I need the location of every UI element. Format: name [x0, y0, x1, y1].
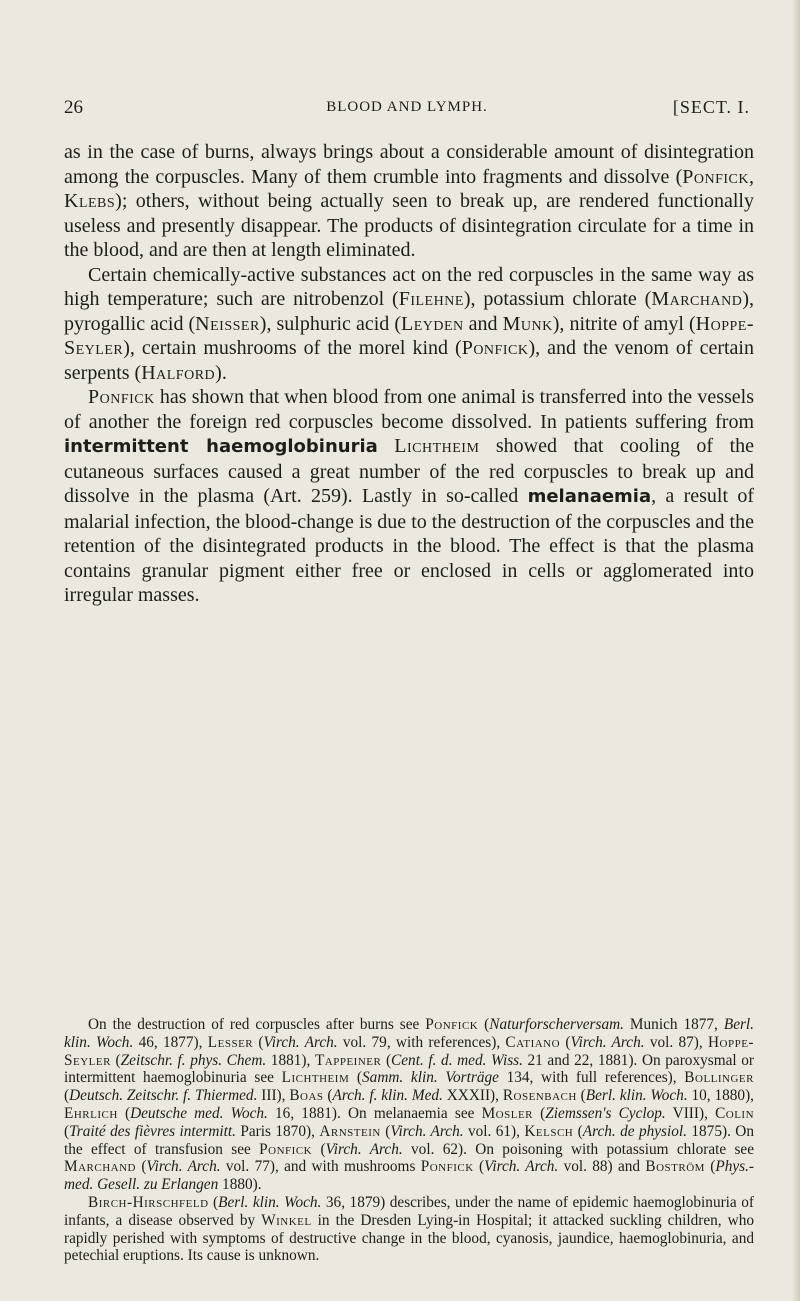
- text-run: vol. 62). On poisoning with potassium chlorate see: [402, 1140, 755, 1158]
- citation-title: Traité des fièvres intermitt.: [69, 1122, 236, 1140]
- footnotes: [64, 1016, 754, 1265]
- note-infant-haemoglobinuria: [64, 1194, 754, 1265]
- text-run: (: [533, 1104, 546, 1122]
- author-name: Mosler: [481, 1104, 534, 1122]
- text-run: (: [576, 1087, 586, 1105]
- author-name: Colin: [715, 1104, 755, 1122]
- text-run: 1881),: [266, 1051, 315, 1069]
- author-name: Halford: [141, 361, 216, 384]
- citation-title: Berl. klin. Woch.: [585, 1087, 688, 1105]
- author-name: Bollinger: [684, 1069, 754, 1087]
- text-run: 134, with full references),: [498, 1069, 685, 1087]
- author-name: Ponfick: [461, 337, 529, 359]
- citation-title: Berl. klin. Woch.: [218, 1193, 322, 1211]
- body-text: [64, 140, 754, 608]
- author-name: Catiano: [505, 1033, 561, 1051]
- text-run: 1880).: [218, 1176, 262, 1194]
- author-name: Klebs: [64, 190, 116, 212]
- author-name: Ponfick: [425, 1016, 479, 1033]
- author-name: Ponfick: [259, 1140, 313, 1158]
- text-run: Paris 1870),: [235, 1122, 320, 1140]
- citation-title: Berl. klin. Woch.: [64, 1016, 755, 1051]
- text-run: vol. 61),: [463, 1122, 525, 1140]
- citation-title: Virch. Arch.: [325, 1140, 403, 1158]
- text-run: vol. 87),: [644, 1033, 708, 1051]
- author-name: Boas: [289, 1087, 324, 1105]
- text-run: XXXII),: [442, 1087, 503, 1105]
- author-name: Winkel: [261, 1211, 312, 1229]
- text-run: ), pyrogallic acid (: [64, 288, 754, 335]
- note-references: [64, 1016, 754, 1194]
- text-run: (: [312, 1140, 326, 1158]
- text-run: (: [117, 1104, 131, 1122]
- text-run: ), potassium chlorate (: [463, 288, 652, 310]
- text-run: (: [380, 1122, 391, 1140]
- citation-title: Virch. Arch.: [146, 1158, 221, 1176]
- author-name: Lichtheim: [281, 1069, 350, 1087]
- author-name: Leyden: [400, 312, 464, 335]
- text-run: vol. 88) and: [558, 1158, 646, 1176]
- author-name: Lesser: [207, 1033, 254, 1051]
- text-run: has shown that when blood from one animal is transferred into the vessels of another the foreign red corpuscles become dissolved. In patients suffering from: [64, 386, 754, 433]
- author-name: Tappeiner: [314, 1051, 382, 1069]
- citation-title: Arch. de physiol.: [582, 1122, 687, 1140]
- citation-title: Virch. Arch.: [390, 1122, 464, 1140]
- section-label: [SECT. I.: [672, 97, 750, 117]
- page-edge: [792, 0, 800, 1301]
- text-run: On the destruction of red corpuscles after burns see: [88, 1016, 426, 1033]
- author-name: Ponfick: [420, 1158, 474, 1176]
- text-run: ), sulphuric acid (: [259, 312, 401, 335]
- running-title: BLOOD AND LYMPH.: [326, 99, 488, 115]
- page-number: 26: [64, 97, 83, 118]
- text-run: ), nitrite of amyl (: [552, 312, 696, 335]
- text-run: (: [136, 1158, 147, 1176]
- paragraph-chemicals: [64, 263, 754, 386]
- text-run: (: [208, 1193, 219, 1211]
- text-run: (: [573, 1122, 583, 1140]
- citation-title: Samm. klin. Vorträge: [362, 1069, 499, 1087]
- text-run: (: [478, 1016, 490, 1033]
- citation-title: Virch. Arch.: [484, 1158, 559, 1176]
- text-run: ); others, without being actually seen to break up, are rendered functionally useless and presently disappear. The products of disintegration circulate for a time in the blood, and are then at length eliminated.: [64, 190, 754, 261]
- author-name: Kelsch: [524, 1122, 574, 1140]
- author-name: Lichtheim: [394, 435, 480, 457]
- text-run: (: [560, 1033, 571, 1051]
- author-name: Ehrlich: [64, 1104, 118, 1122]
- text-run: 1875). On the effect of transfusion see: [64, 1122, 754, 1158]
- author-name: Neisser: [195, 312, 260, 335]
- text-run: ).: [215, 361, 227, 384]
- paragraph-burns: [64, 140, 754, 263]
- text-run: (: [64, 1122, 70, 1140]
- text-run: (: [253, 1033, 264, 1051]
- text-run: ,: [749, 165, 754, 188]
- text-run: 10, 1880),: [687, 1087, 754, 1105]
- author-name: Hoppe-Seyler: [64, 312, 754, 359]
- paragraph-transfusion: [64, 385, 754, 608]
- citation-title: Arch. f. klin. Med.: [332, 1087, 443, 1105]
- author-name: Filehne: [398, 288, 464, 310]
- author-name: Rosenbach: [502, 1087, 577, 1105]
- citation-title: Deutsche med. Woch.: [130, 1104, 268, 1122]
- text-run: (: [349, 1069, 363, 1087]
- citation-title: Virch. Arch.: [570, 1033, 645, 1051]
- bold-term: melanaemia: [527, 486, 652, 507]
- text-run: ), certain mushrooms of the morel kind (: [123, 337, 462, 359]
- text-run: 16, 1881). On melanaemia see: [267, 1104, 482, 1122]
- text-run: vol. 77), and with mushrooms: [220, 1158, 421, 1176]
- author-name: Ponfick: [682, 165, 749, 188]
- author-name: Munk: [502, 312, 553, 335]
- text-run: showed that cooling of the cutaneous surfaces caused a great number of the red corpuscles to break up and dissolve in the plasma (Art. 259). Lastly in so-called: [64, 435, 754, 507]
- text-run: III),: [257, 1087, 290, 1105]
- citation-title: Ziemssen's Cyclop.: [545, 1104, 666, 1122]
- author-name: Arnstein: [319, 1122, 381, 1140]
- author-name: Ponfick: [88, 386, 155, 408]
- text-run: 46, 1877),: [133, 1033, 208, 1051]
- text-run: ), and the venom of certain serpents (: [64, 337, 754, 384]
- text-run: VIII),: [665, 1104, 716, 1122]
- text-run: and: [463, 312, 503, 335]
- bold-term: intermittent haemoglobinuria: [64, 436, 378, 457]
- author-name: Birch-Hirschfeld: [88, 1193, 209, 1211]
- text-run: (: [110, 1051, 121, 1069]
- text-run: (: [704, 1158, 716, 1176]
- text-run: in the Dresden Lying-in Hospital; it attacked suckling children, who rapidly perished with symptoms of destructive change in the blood, cyanosis, jaundice, haemoglobinuria, and petechial eruptions. Its cause is unknown.: [64, 1211, 755, 1265]
- text-run: , a result of malarial infection, the blood-change is due to the destruction of the corpuscles and the retention of the disintegrated products in the blood. The effect is that the plasma contains granular pigment either free or enclosed in cells or agglomerated into irregular masses.: [64, 485, 754, 606]
- text-run: 36, 1879) describes, under the name of epidemic haemoglobinuria of infants, a disease observed by: [64, 1193, 754, 1229]
- author-name: Boström: [645, 1158, 705, 1176]
- text-run: Certain chemically-active substances act on the red corpuscles in the same way as high temperature; such are nitrobenzol (: [64, 263, 754, 310]
- text-run: (: [323, 1087, 333, 1105]
- citation-title: Deutsch. Zeitschr. f. Thiermed.: [69, 1087, 258, 1105]
- text-run: Munich 1877,: [623, 1016, 724, 1033]
- text-run: (: [381, 1051, 392, 1069]
- text-run: 21 and 22, 1881). On paroxysmal or intermittent haemoglobinuria see: [64, 1051, 754, 1087]
- citation-title: Zeitschr. f. phys. Chem.: [120, 1051, 267, 1069]
- citation-title: Virch. Arch.: [263, 1033, 338, 1051]
- text-run: (: [473, 1158, 485, 1176]
- citation-title: Naturforscherversam.: [489, 1016, 624, 1033]
- citation-title: Cent. f. d. med. Wiss.: [391, 1051, 523, 1069]
- text-run: (: [64, 1087, 70, 1105]
- text-run: as in the case of burns, always brings about a considerable amount of disintegration among the corpuscles. Many of them crumble into fragments and dissolve (: [64, 141, 754, 188]
- page-header: [64, 97, 750, 121]
- citation-title: Phys.-med. Gesell. zu Erlangen: [64, 1158, 754, 1194]
- author-name: Marchand: [64, 1158, 136, 1176]
- text-run: vol. 79, with references),: [337, 1033, 506, 1051]
- author-name: Marchand: [651, 288, 743, 310]
- text-run: [378, 435, 394, 457]
- author-name: Hoppe-Seyler: [64, 1033, 755, 1069]
